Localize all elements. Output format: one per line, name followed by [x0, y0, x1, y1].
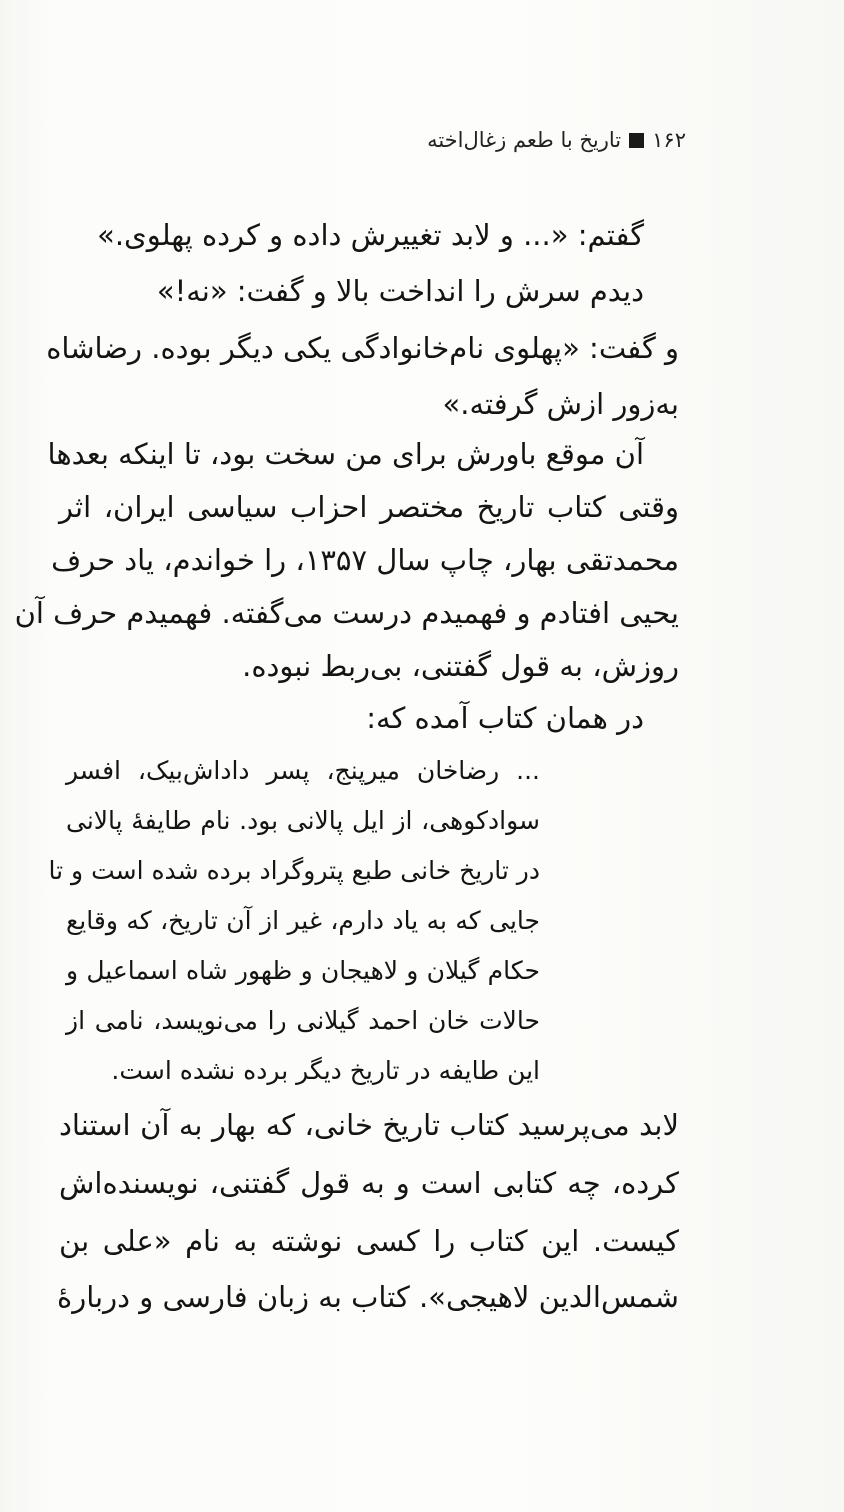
text-line: دیدم سرش را انداخت بالا و گفت: «نه!» [156, 274, 644, 308]
text-line: وقتی کتاب تاریخ مختصر احزاب سیاسی ایران، اثر [59, 490, 679, 524]
text-line: روزش، به قول گفتنی، بی‌ربط نبوده. [242, 649, 679, 683]
quote-line: در تاریخ خانی طبع پتروگراد برده شده است و تا [48, 856, 540, 885]
running-header [427, 128, 686, 152]
text-line: کیست. این کتاب را کسی نوشته به نام «علی بن [59, 1224, 679, 1258]
header-square-ornament [629, 133, 644, 148]
quote-line: ... رضاخان میرپنج، پسر داداش‌بیک، افسر [66, 756, 540, 785]
text-line: در همان کتاب آمده که: [366, 701, 644, 735]
quote-line: سوادکوهی، از ایل پالانی بود. نام طایفهٔ پالانی [66, 806, 540, 835]
text-line: به‌زور ازش گرفته.» [442, 387, 679, 421]
quote-line: حکام گیلان و لاهیجان و ظهور شاه اسماعیل و [66, 956, 540, 985]
quote-line: این طایفه در تاریخ دیگر برده نشده است. [111, 1056, 540, 1085]
text-line: و گفت: «پهلوی نام‌خانوادگی یکی دیگر بوده. رضاشاه [46, 331, 679, 365]
text-line: آن موقع باورش برای من سخت بود، تا اینکه بعدها [47, 437, 644, 471]
text-line: محمدتقی بهار، چاپ سال ۱۳۵۷، را خواندم، یاد حرف [51, 543, 679, 577]
quote-line: حالات خان احمد گیلانی را می‌نویسد، نامی از [66, 1006, 540, 1035]
quote-line: جایی که به یاد دارم، غیر از آن تاریخ، که وقایع [66, 906, 540, 935]
text-line: گفتم: «... و لابد تغییرش داده و کرده پهلوی.» [97, 218, 644, 252]
text-line: یحیی افتادم و فهمیدم درست می‌گفته. فهمیدم حرف آن [14, 596, 679, 630]
text-line: شمس‌الدین لاهیجی». کتاب به زبان فارسی و دربارهٔ [57, 1280, 679, 1314]
book-title: تاریخ با طعم زغال‌اخته [427, 128, 622, 152]
text-line: کرده، چه کتابی است و به قول گفتنی، نویسنده‌اش [59, 1166, 679, 1200]
text-line: لابد می‌پرسید کتاب تاریخ خانی، که بهار به آن استناد [59, 1108, 679, 1142]
page-number: ۱۶۲ [652, 128, 686, 152]
